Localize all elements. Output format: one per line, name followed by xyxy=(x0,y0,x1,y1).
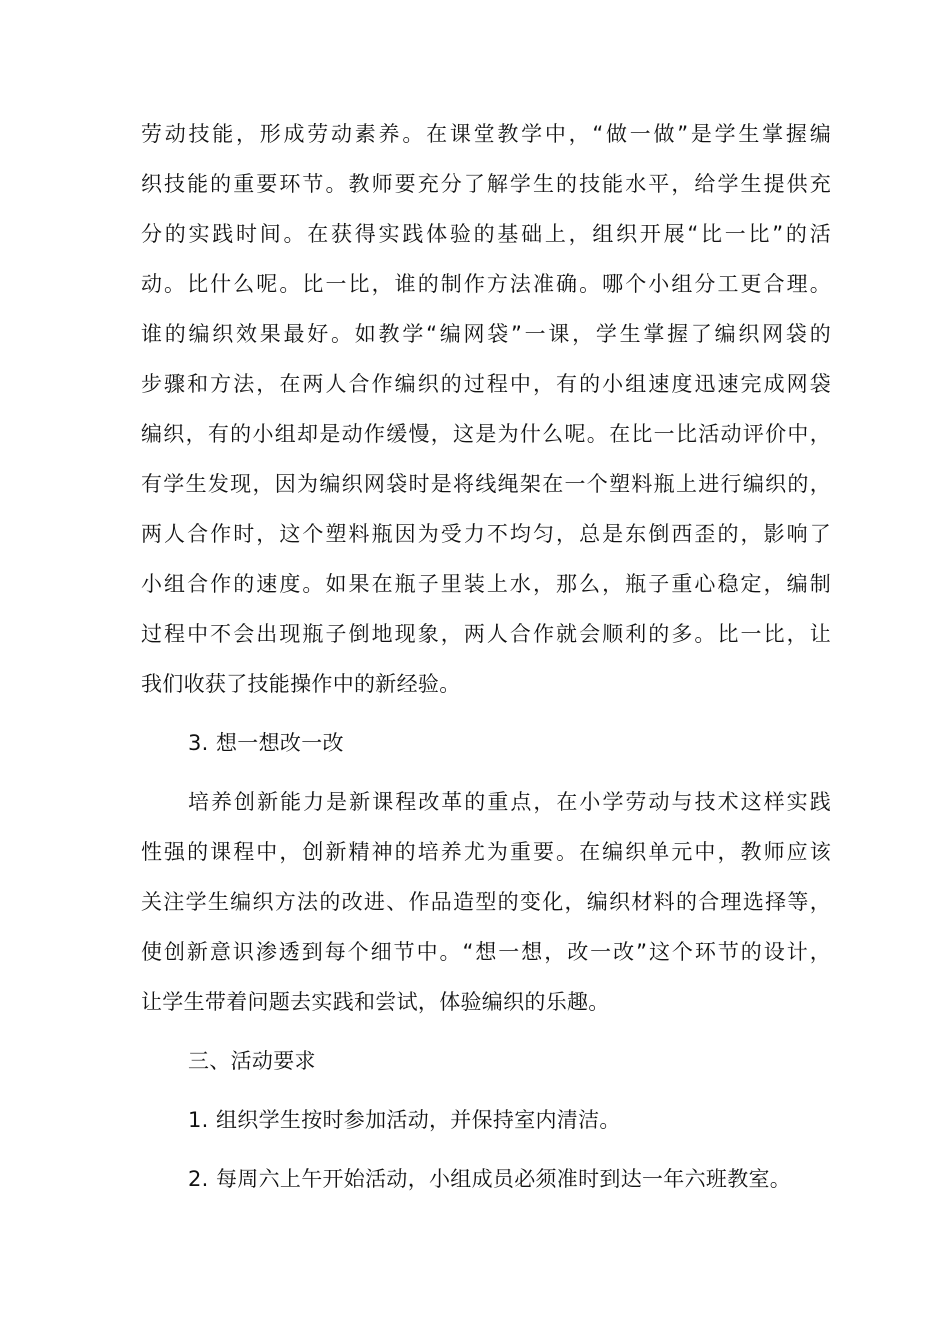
paragraph-line: 小组合作的速度。如果在瓶子里装上水，那么，瓶子重心稳定，编制 xyxy=(141,572,831,596)
paragraph-line: 我们收获了技能操作中的新经验。 xyxy=(141,672,461,696)
paragraph-line: 性强的课程中，创新精神的培养尤为重要。在编织单元中，教师应该 xyxy=(141,840,831,864)
paragraph-line: 两人合作时，这个塑料瓶因为受力不均匀，总是东倒西歪的，影响了 xyxy=(141,522,831,546)
paragraph-line: 过程中不会出现瓶子倒地现象，两人合作就会顺利的多。比一比，让 xyxy=(141,622,831,646)
paragraph-line: 步骤和方法，在两人合作编织的过程中，有的小组速度迅速完成网袋 xyxy=(141,372,831,396)
paragraph-line: 谁的编织效果最好。如教学“编网袋”一课，学生掌握了编织网袋的 xyxy=(141,322,831,346)
paragraph-line: 培养创新能力是新课程改革的重点，在小学劳动与技术这样实践 xyxy=(188,790,831,814)
section-heading-three: 三、活动要求 xyxy=(188,1049,316,1073)
requirement-text: 每周六上午开始活动，小组成员必须准时到达一年六班教室。 xyxy=(216,1167,792,1191)
paragraph-line: 让学生带着问题去实践和尝试，体验编织的乐趣。 xyxy=(141,990,610,1014)
requirement-text: 组织学生按时参加活动，并保持室内清洁。 xyxy=(216,1108,621,1132)
section-title: 想一想改一改 xyxy=(216,731,344,755)
requirement-item xyxy=(188,1165,878,1193)
requirement-item xyxy=(188,1106,878,1134)
paragraph-line: 动。比什么呢。比一比，谁的制作方法准确。哪个小组分工更合理。 xyxy=(141,272,831,296)
paragraph-line: 使创新意识渗透到每个细节中。“想一想，改一改”这个环节的设计， xyxy=(141,940,831,964)
section-number: 3. xyxy=(188,731,209,755)
requirement-number: 1. xyxy=(188,1108,209,1132)
paragraph-line: 织技能的重要环节。教师要充分了解学生的技能水平，给学生提供充 xyxy=(141,172,831,196)
paragraph-line: 有学生发现，因为编织网袋时是将线绳架在一个塑料瓶上进行编织的， xyxy=(141,472,831,496)
paragraph-line: 分的实践时间。在获得实践体验的基础上，组织开展“比一比”的活 xyxy=(141,222,831,246)
paragraph-line: 编织，有的小组却是动作缓慢，这是为什么呢。在比一比活动评价中， xyxy=(141,422,831,446)
section-heading xyxy=(188,729,878,757)
paragraph-line: 关注学生编织方法的改进、作品造型的变化，编织材料的合理选择等， xyxy=(141,890,831,914)
paragraph-line: 劳动技能，形成劳动素养。在课堂教学中，“做一做”是学生掌握编 xyxy=(141,122,831,146)
requirement-number: 2. xyxy=(188,1167,209,1191)
